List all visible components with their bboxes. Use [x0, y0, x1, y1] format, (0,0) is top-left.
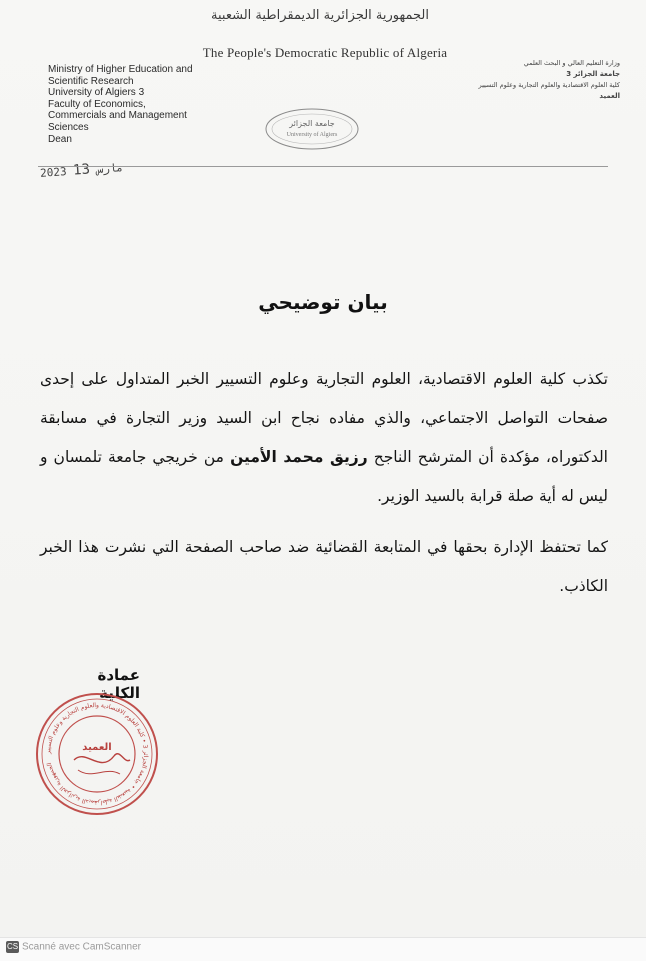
letterhead-left [48, 64, 218, 145]
document-date [40, 159, 124, 181]
body-paragraph-2: كما تحتفظ الإدارة بحقها في المتابعة القضائية ضد صاحب الصفحة التي نشرت هذا الخبر الكاذب. [40, 538, 608, 595]
republic-title-arabic: الجمهورية الجزائرية الديمقراطية الشعبية [211, 8, 429, 23]
body-paragraph-1 [40, 360, 608, 516]
republic-title-english: The People's Democratic Republic of Algeria [202, 45, 448, 60]
stamp-ring-text: الجمهورية الجزائرية الديمقراطية الشعبية • جامعة الجزائر 3 • كلية العلوم الاقتصادية والعلوم التجارية وعلوم التسيير [44, 701, 150, 807]
letterhead-right-line: العميد [599, 92, 620, 100]
letterhead-right-line: كلية العلوم الاقتصادية والعلوم التجارية وعلوم التسيير [478, 81, 620, 89]
letterhead-right [420, 58, 620, 102]
letterhead-left-line: Scientific Research [48, 75, 134, 87]
candidate-name: رزيق محمد الأمين [230, 448, 368, 466]
official-stamp [34, 690, 160, 818]
document-title: بيان توضيحي [258, 290, 388, 314]
date-month: مارس [96, 161, 124, 176]
scanner-watermark [6, 941, 141, 953]
letterhead-right-line: وزارة التعليم العالي و البحث العلمي [523, 59, 620, 67]
letterhead-right-line: جامعة الجزائر 3 [566, 70, 620, 78]
logo-text-arabic: جامعة الجزائر [289, 119, 335, 128]
faculty-deanship-signature: عمادة الكلية [97, 666, 140, 702]
letterhead-left-line: Commercials and Management [48, 110, 187, 122]
logo-text-english: University of Algiers [286, 132, 338, 138]
stamp-center-text: العميد [82, 742, 112, 753]
letterhead-left-line: Ministry of Higher Education and [48, 64, 193, 75]
date-year: 2023 [39, 165, 68, 180]
letterhead-left-line: Sciences [48, 121, 89, 133]
header-divider [38, 166, 608, 167]
camscanner-icon: CS [6, 942, 19, 951]
letterhead-left-line: Faculty of Economics, [48, 98, 146, 110]
university-logo [262, 105, 362, 153]
letterhead-left-line: Dean [48, 133, 72, 145]
scanner-text: Scanné avec CamScanner [22, 941, 141, 953]
para1-text-end: من خريجي جامعة تلمسان و ليس له أية صلة قرابة بالسيد الوزير. [40, 448, 608, 505]
para1-text: تكذب كلية العلوم الاقتصادية، العلوم التجارية وعلوم التسيير الخبر المتداول على إحدى صفحات التواصل الاجتماعي، والذي مفاده نجاح ابن السيد وزير التجارة في مسابقة الدكتوراه، مؤكدة أن المترشح الناجح [40, 370, 608, 466]
letterhead-left-line: University of Algiers 3 [48, 87, 145, 99]
date-day: 13 [72, 161, 91, 179]
svg-text:الجمهورية الجزائرية الديمقراطي [45, 702, 149, 806]
